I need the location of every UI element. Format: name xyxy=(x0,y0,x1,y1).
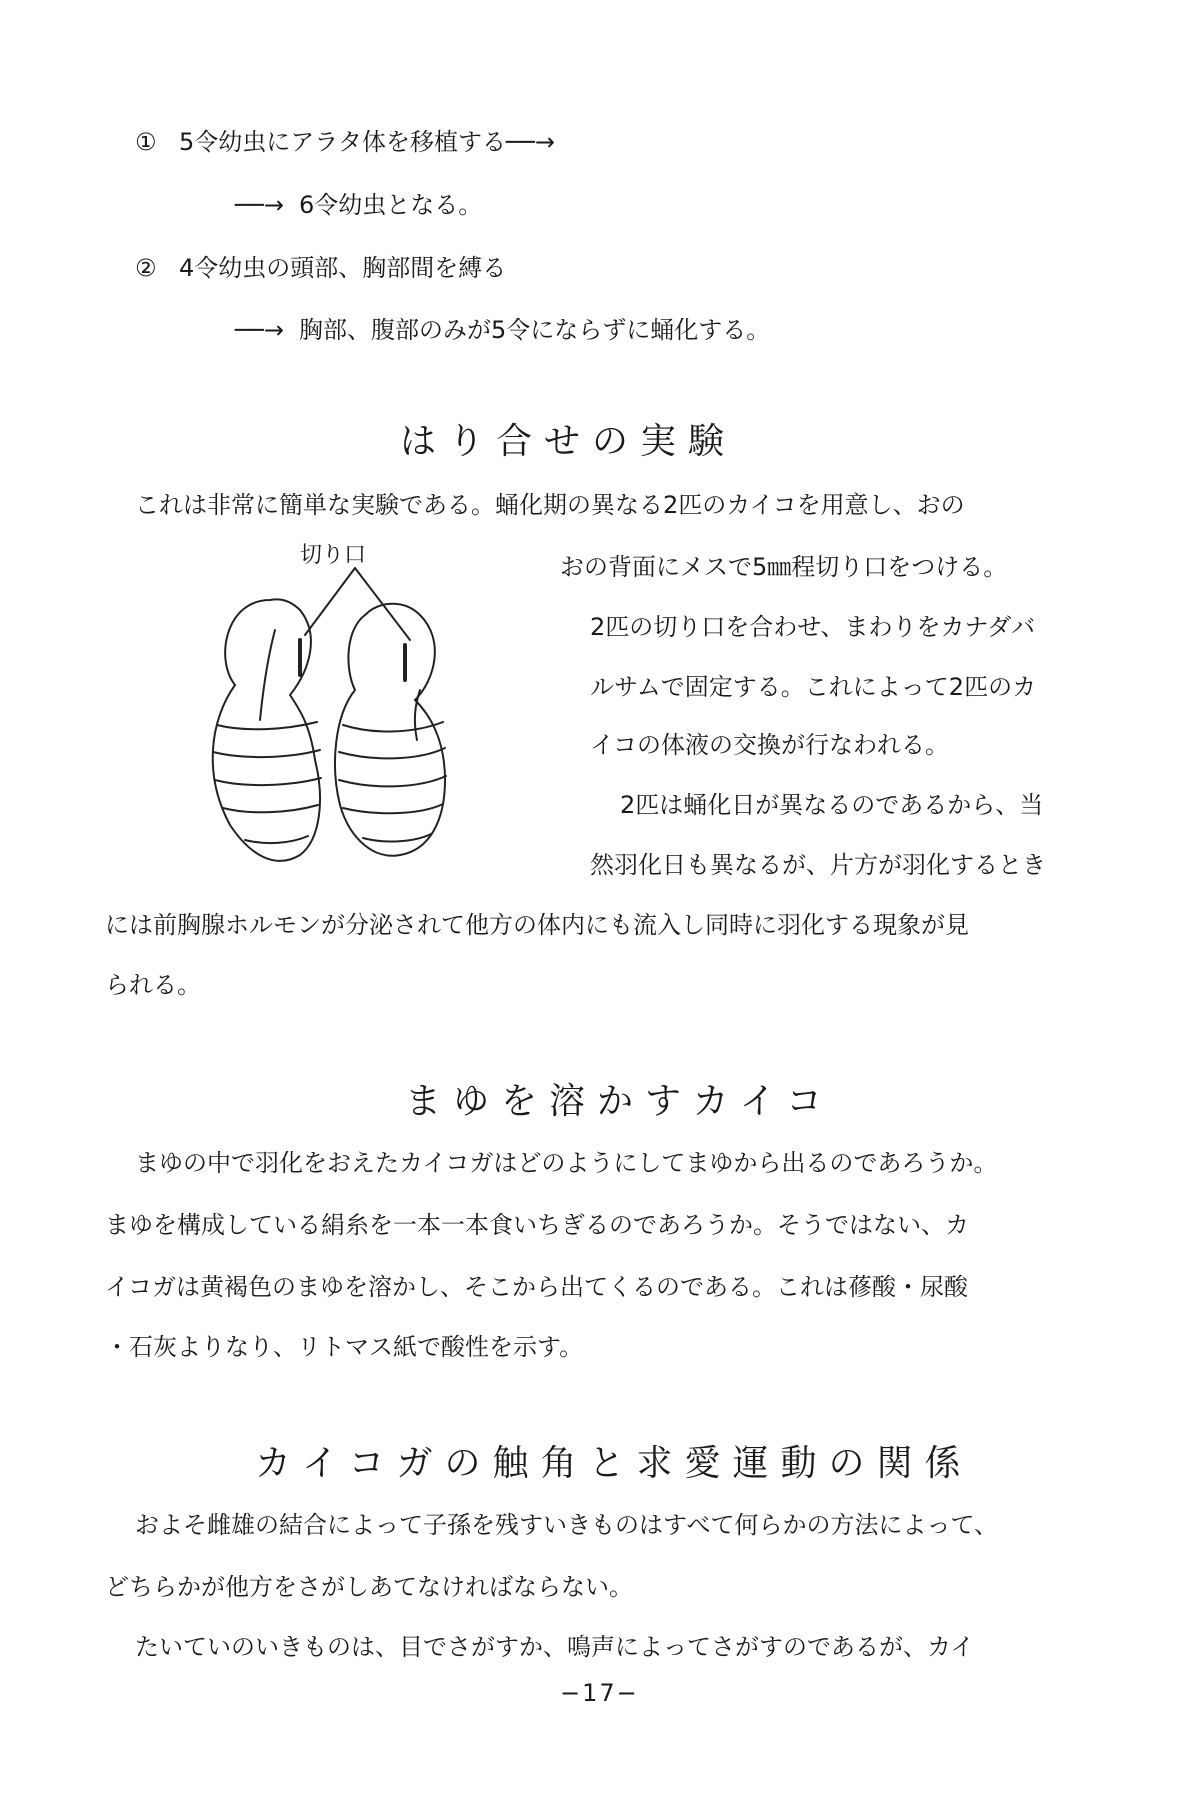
right-pupa-segment xyxy=(343,804,443,813)
step-2-result xyxy=(235,315,770,345)
paragraph-line: 然羽化日も異なるが、片方が羽化するとき xyxy=(590,851,1046,879)
step-1-result-text: 6令幼虫となる。 xyxy=(299,191,483,219)
section-heading-cocoon-dissolving: まゆを溶かすカイコ xyxy=(405,1081,835,1122)
paragraph-line: イコの体液の交換が行なわれる。 xyxy=(590,731,950,759)
paragraph-line: まゆを構成している絹糸を一本一本食いちぎるのであろうか。そうではない、カ xyxy=(105,1211,969,1239)
left-pupa-segment xyxy=(213,750,320,757)
step-1-result-arrow: ──→ xyxy=(235,191,285,219)
right-pupa-segment xyxy=(363,834,431,841)
paragraph-line: 2匹の切り口を合わせ、まわりをカナダバ xyxy=(590,613,1036,641)
paragraph-line: おの背面にメスで5㎜程切り口をつける。 xyxy=(560,553,1008,581)
step-2-result-text: 胸部、腹部のみが5令にならずに蛹化する。 xyxy=(299,316,771,344)
left-pupa-segment xyxy=(215,778,321,785)
paragraph-line: これは非常に簡単な実験である。蛹化期の異なる2匹のカイコを用意し、おの xyxy=(135,491,965,519)
figure-label-incision: 切り口 xyxy=(300,543,367,568)
paragraph-line: どちらかが他方をさがしあてなければならない。 xyxy=(105,1573,633,1601)
left-pupa-outline xyxy=(213,599,320,861)
step-1-result xyxy=(235,190,482,220)
paragraph-line: ルサムで固定する。これによって2匹のカ xyxy=(590,673,1037,701)
step-2-result-arrow: ──→ xyxy=(235,316,285,344)
page-number: −17− xyxy=(560,1679,639,1707)
left-pupa-segment xyxy=(223,805,318,812)
right-pupa-wing-line xyxy=(415,690,420,740)
pupae-illustration xyxy=(205,540,505,880)
right-pupa-segment xyxy=(343,722,443,731)
paragraph-line: られる。 xyxy=(105,971,201,999)
paragraph-line: 2匹は蛹化日が異なるのであるから、当 xyxy=(620,791,1044,819)
paragraph-line: には前胸腺ホルモンが分泌されて他方の体内にも流入し同時に羽化する現象が見 xyxy=(105,911,969,939)
paragraph-line: イコガは黄褐色のまゆを溶かし、そこから出てくるのである。これは蓚酸・尿酸 xyxy=(105,1273,969,1301)
left-pupa-segment xyxy=(217,722,317,729)
right-pupa-segment xyxy=(339,776,446,786)
step-1-marker: ① xyxy=(135,128,157,156)
section-heading-antennae-courtship: カイコガの触角と求愛運動の関係 xyxy=(255,1443,973,1484)
right-pupa-segment xyxy=(339,748,445,758)
right-pupa-outline xyxy=(335,604,445,856)
step-2 xyxy=(135,253,506,283)
left-pupa-wing-line xyxy=(260,630,275,720)
paragraph-line: たいていのいきものは、目でさがすか、鳴声によってさがすのであるが、カイ xyxy=(135,1633,975,1661)
paragraph-line: まゆの中で羽化をおえたカイコガはどのようにしてまゆから出るのであろうか。 xyxy=(135,1149,998,1177)
left-pupa-segment xyxy=(245,836,308,843)
step-2-text: 4令幼虫の頭部、胸部間を縛る xyxy=(179,254,507,282)
step-1-text: 5令幼虫にアラタ体を移植する──→ xyxy=(179,128,556,156)
step-2-marker: ② xyxy=(135,254,157,282)
paragraph-line: およそ雌雄の結合によって子孫を残すいきものはすべて何らかの方法によって、 xyxy=(135,1511,999,1539)
paragraph-line: ・石灰よりなり、リトマス紙で酸性を示す。 xyxy=(105,1333,584,1361)
section-heading-pairing-experiment: はり合せの実験 xyxy=(400,421,737,462)
step-1 xyxy=(135,127,555,157)
incision-leader-left xyxy=(305,568,355,635)
